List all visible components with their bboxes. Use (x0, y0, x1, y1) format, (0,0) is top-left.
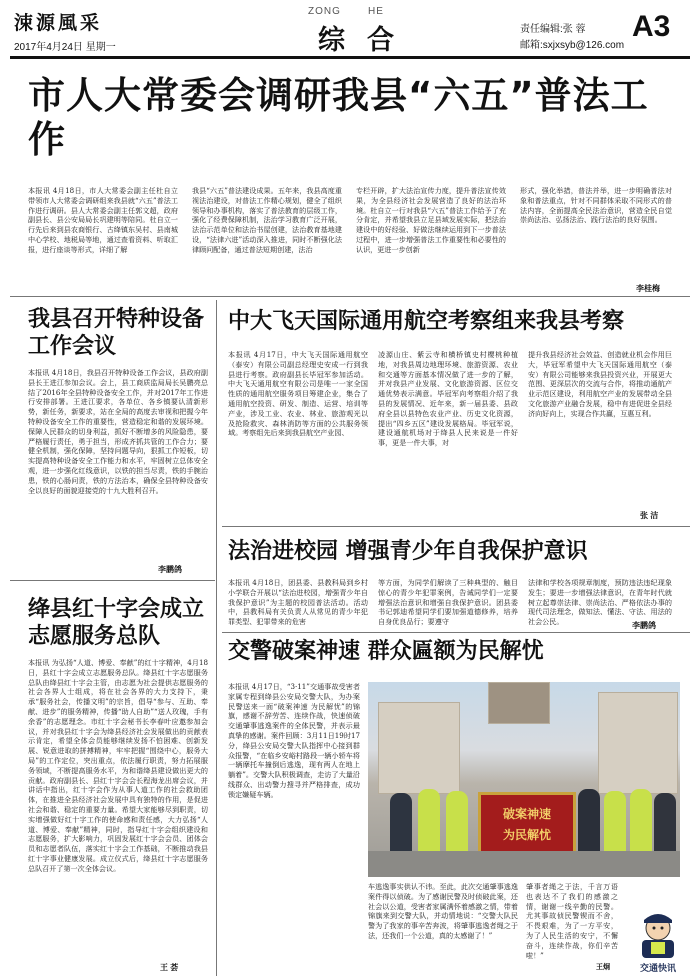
byline: 张 洁 (640, 511, 659, 520)
article-campus-law-col3: 法律和学校各项规章制度，预防违法违纪现象发生；要进一步增强法律意识，在青年时代就树立起尊崇法律、崇尚法治、严格依法办事的现代司法理念，做知法、懂法、守法、用法的社会公民。 (528, 578, 672, 627)
article-campus-law-col1: 本报讯 4月18日，团县委、县教科局到乡村小学联合开展以“法治进校园，增强青少年自我保护意识”为主题的校园普法活动。活动中，县教科局有关负责人从常见的青少年犯罪类型、犯罪带来的危害 (228, 578, 368, 627)
page-number: A3 (632, 10, 671, 43)
byline: 李鹏鸽 (158, 565, 182, 574)
divider (10, 296, 690, 297)
traffic-news-badge (622, 908, 694, 974)
article-aviation-col2: 凌源山庄、紫云寺和横桥镇史村樱桃种植地，对我县周边地理环境、旅游资源、农业和交通等方面基本情况做了进一步的了解，并对我县产业发展、文化旅游资源、区位交通优势表示满意。毕冠军向考察组介绍了我县的发展情况、近年来，新一届县委、县政府全县以县特色农业产业、历史文化资源，提出“四乡五区”建设发展格局。毕冠军说，建设通航机场对于绛县人民来说是一件好事，更是一件大事，对 (378, 350, 518, 448)
byline: 王 荟 (160, 963, 179, 972)
main-article-col2: 我县“六五”普法建设成果。五年来，我县高度重视法治建设，对普法工作精心规划，健全了组织领导和办事机构，落实了普法教育的层级工作，强化了经费保障机制，法治学习教育广泛开展，法治示范单位和法治书屋创建，法治教育基地建设，“法律六进”活动深入推进，同时不断强化法律顾问配备，通过普法短期创建，法治 (192, 186, 342, 254)
main-article-col1: 本报讯 4月18日，市人大常委会副主任杜自立带领市人大常委会调研组来我县就“六五”普法工作进行调研。县人大常委会副主任郭文超，政府副县长、县公安局局长巩建明等陪同。杜自立一行先后来到县农商银行、古绛镇东吴村、县南城中心学校、地税局等地，通过查看资料、听取汇报，进行座谈等形式，详细了解 (28, 186, 178, 254)
byline: 王炯 (596, 964, 610, 971)
header-rule (10, 56, 690, 59)
divider (10, 580, 215, 581)
article-special-equipment: 本报讯 4月18日，我县召开特种设备工作会议，县政府副县长王进江参加会议。会上，县工商质监局局长吴鹏亮总结了2016年全县特种设备安全工作，并对2017年工作进行安排部署。王进江要求，各单位、各乡镇要认清新形势，新任务，新要求，站在全局的高度去审视和把握今年特种设备安全工作的重要性，营造稳定和谐的发展环境。保障人民群众的切身利益，抓好不断增多的风险隐患，要严格履行责任，勇于担当，形成齐抓共管的工作合力；要健全机制，强化保障，坚持问题导向，狠抓工作短板，切实提高特种设备安全工作能力和水平，牢固树立总体安全观，进一步强化红线意识，以铁的担当尽责，铁的手腕治患，铁的心肠问责，铁的方法治本，确保全县特种设备安全以良好的面貌迎接党的十九大胜利召开。 (28, 368, 208, 495)
main-article-col3: 专栏开辟，扩大法治宣传力度，提升普法宣传效果，为全县经济社会发展营造了良好的法治环境。杜自立一行对我县“六五”普法工作给予了充分肯定，并希望我县立足县域发展实际，把法治建设中的好经验、好做法继续运用到下一步普法过程中，进一步增强普法工作重要性和必要性的认识，更进一步创新 (356, 186, 506, 254)
plaque (478, 792, 576, 860)
editor-credit: 责任编辑:张 蓉 (520, 24, 586, 35)
article-red-cross: 本报讯 为弘扬“人道、博爱、奉献”的红十字精神，4月18日，县红十字会成立志愿服务总队。绛县红十字志愿服务总队由绛县红十字会主管，由志愿为社会提供志愿服务的社会各界人士组成，将在社会各界的大力支持下，秉承“服务社会，传播文明”的宗旨，倡导“参与、互助、奉献、进步”的服务精神，传播“助人自助”“送人玫瑰，手有余香”的志愿理念。市红十字会秘书长李春叶应邀参加会议，并对我县红十字会为绛县经济社会发展做出的贡献表示肯定，希望全体会员能够继续发扬不怕困难、创新发展、锐意进取的拼搏精神，牢牢把握“围绕中心，服务大局”的工作定位，突出重点，依法履行职责，努力拓展服务领域，不断提高服务水平，为和谐绛县建设做出更大的贡献。政府副县长、县红十字会会长程海龙出席会议，并讲话中指出，红十字会作为从事人道工作的社会救助团体，在推进全县经济社会发展中具有独特的作用，是促进社会和谐、稳定的重要力量。希望大家能够尽到职责，切实增强做好红十字工作的使命感和责任感，大力弘扬“人道、博爱、奉献”精神，同时，指导红十字会组织建设和志愿服务，扩大影响力，巩固发展红十字会会员、团体会员和志愿者队伍，落实红十字会工作基础，不断推动我县红十字事业健康发展。成立仪式后，绛县红十字志愿服务总队召开了第一次全体会议。 (28, 658, 208, 873)
headline-police: 交警破案神速 群众匾额为民解忧 (228, 639, 544, 664)
headline-campus-law: 法治进校园 增强青少年自我保护意识 (228, 539, 588, 564)
column-divider (216, 300, 217, 976)
main-headline: 市人大常委会调研我县“六五”普法工作 (28, 74, 649, 161)
article-police-col1: 本报讯 4月17日，“3·11”交通事故受害者家属专程到绛县公安局交警大队，为办案民警送来一面“破案神速 为民解忧”的锦旗，感谢不辞劳苦、连续作战，快速侦破交通肇事逃逸案件的全体民警，并表示最真挚的感谢。案件回顾：3月11日19时17分，绛县公安局交警大队指挥中心接到群众报警，“在临乡安峪村路段一辆小轿车将一辆摩托车撞倒后逃逸，现有两人在地上躺着”。交警大队积极调查，走访了大量沿线群众、出动警力搜寻并严格排查，成功锁定嫌疑车辆。 (228, 682, 360, 799)
article-aviation-col1: 本报讯 4月17日，中大飞天国际通用航空（泰安）有限公司副总经理史安成一行到我县进行考察。政府副县长毕冠军参加活动。中大飞天通用航空有限公司是唯一一家全国性质的通用航空服务项目筹建企业，集合了通用航空投资、研发、制造、运营、培训等产业，涉及工业、农业、林业、旅游观光以及抢险救灾、森林消防等方面的公共服务领域。考察组先后来到我县航空产业园、 (228, 350, 368, 438)
article-police-col3: 肇事者绳之于法，千言万语也表达不了我们的感激之情，谢谢一线辛勤的民警。尤其事故侦民警锲而不舍，不畏艰难，为了一方平安，为了人民生活的安宁，不懈奋斗，连续作战，你们辛苦啦！” (526, 882, 618, 960)
editor-email: 邮箱:sxjxsyb@126.com (520, 40, 625, 51)
plaque-line2: 为民解忧 (502, 828, 551, 842)
section-pinyin: ZONG (308, 6, 341, 17)
article-campus-law-col2: 等方面，为同学们解读了三种典型的、触目惊心的青少年犯罪案例，告诫同学们一定要增强法治意识和增强自我保护意识。团县委书记郭迪希望同学们要加强道德修养，培养自身优良品行；要遵守 (378, 578, 518, 627)
news-photo (368, 682, 680, 877)
byline: 李桂梅 (636, 284, 660, 293)
section-pinyin: HE (368, 6, 384, 17)
headline-red-cross: 绛县红十字会成立志愿服务总队 (28, 597, 205, 649)
article-aviation-col3: 提升我县经济社会效益、创造就业机会作用巨大，毕冠军希望中大飞天国际通用航空（泰安）有限公司能够来我县投资兴业，开展更大范围、更深层次的交流与合作，将推动通航产业示范区建设，利用航空产业的发展带动全县文化旅游产业融合发展，稳中有进促进全县经济向好向上，实现合作共赢，互惠互利。 (528, 350, 672, 418)
headline-aviation: 中大飞天国际通用航空考察组来我县考察 (228, 309, 625, 334)
divider (222, 526, 690, 527)
masthead: 涑源風采 (14, 12, 103, 34)
dateline: 2017年4月24日 星期一 (14, 42, 116, 53)
plaque-line1: 破案神速 (502, 807, 551, 821)
headline-special-equipment: 我县召开特种设备工作会议 (28, 307, 205, 359)
main-article-col4: 形式，强化举措，普法并举，进一步明确普法对象和普法重点，针对不同群体采取不同形式的普法内容，全面提高全民法治意识，营造全民自觉崇尚法治、弘扬法治、践行法治的良好氛围。 (520, 186, 672, 225)
divider (222, 632, 690, 633)
badge-label: 交通快讯 (639, 964, 676, 974)
byline: 李鹏鸽 (632, 621, 656, 630)
section-title: 综合 (318, 25, 416, 56)
article-police-col2: 车逃逸事实供认不讳。至此，此次交通肇事逃逸案件得以侦破。为了感谢民警及时侦破此案，还社会以公道，受害者家属满怀着感激之情，带着锦旗来到交警大队，并动情地说：“交警大队民警为了我家的事辛苦奔波，将肇事逃逸者绳之于法，还我们一个公道，真的太感谢了！” (368, 882, 518, 940)
